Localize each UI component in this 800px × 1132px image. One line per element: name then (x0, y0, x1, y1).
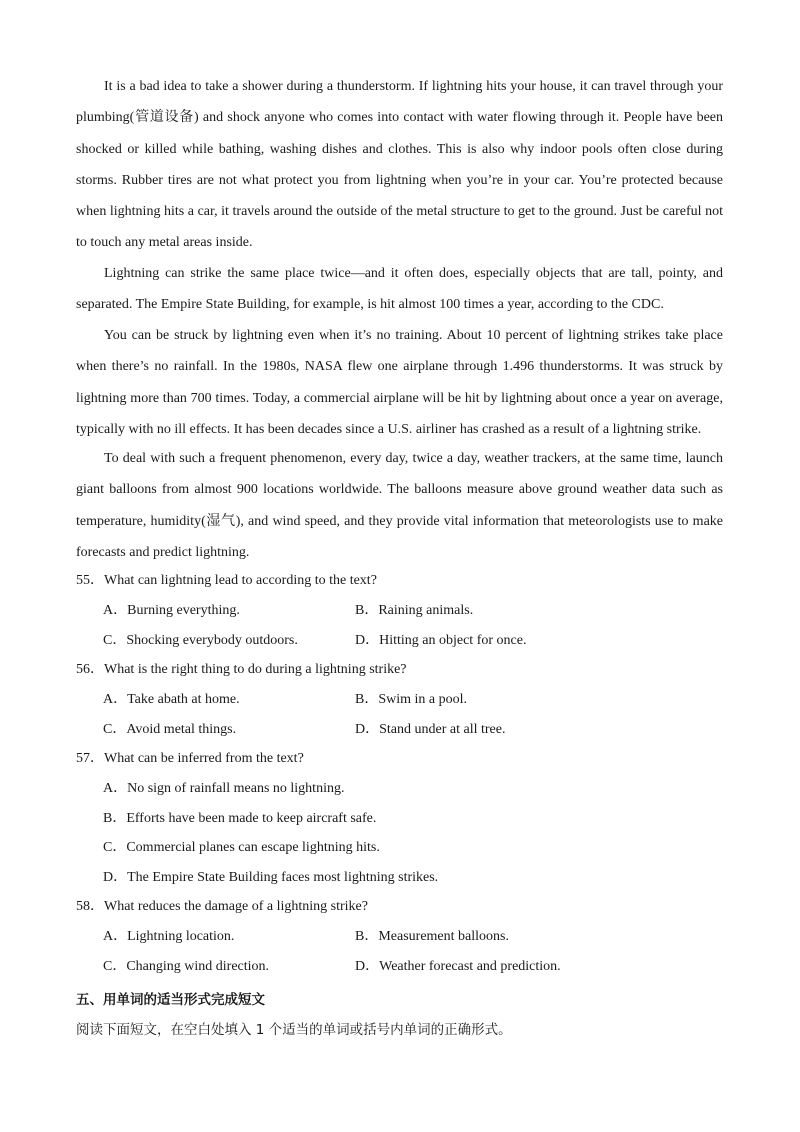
option-57-d[interactable]: D．The Empire State Building faces most lightning strikes. (103, 870, 439, 885)
option-57-a[interactable]: A．No sign of rainfall means no lightning. (103, 781, 345, 796)
option-57-c[interactable]: C．Commercial planes can escape lightning hits. (103, 840, 380, 855)
option-58-d[interactable]: D．Weather forecast and prediction. (355, 959, 561, 974)
option-55-b[interactable]: B．Raining animals. (355, 603, 474, 618)
question-text: What can lightning lead to according to the text? (104, 573, 377, 588)
question-55 (76, 572, 377, 590)
question-56 (76, 661, 407, 679)
option-58-b[interactable]: B．Measurement balloons. (355, 929, 509, 944)
question-number: 57． (76, 751, 104, 766)
question-number: 55． (76, 573, 104, 588)
option-56-c[interactable]: C．Avoid metal things. (103, 722, 237, 737)
option-56-d[interactable]: D．Stand under at all tree. (355, 722, 506, 737)
question-number: 58． (76, 899, 104, 914)
question-text: What can be inferred from the text? (104, 751, 304, 766)
passage-paragraph-4: To deal with such a frequent phenomenon, every day, twice a day, weather trackers, at the same time, launch giant balloons from almost 900 locations worldwide. The balloons measure above ground weather data such as temperature, humidity(湿气), and wind speed, and they provide vital information that meteorologists use to make forecasts and predict lightning. (76, 451, 723, 560)
passage-paragraph-2: Lightning can strike the same place twice—and it often does, especially objects that are tall, pointy, and separated. The Empire State Building, for example, is hit almost 100 times a year, according to the CDC. (76, 266, 723, 313)
option-55-c[interactable]: C．Shocking everybody outdoors. (103, 633, 298, 648)
question-text: What reduces the damage of a lightning strike? (104, 899, 368, 914)
option-56-b[interactable]: B．Swim in a pool. (355, 692, 468, 707)
question-number: 56． (76, 662, 104, 677)
option-58-c[interactable]: C．Changing wind direction. (103, 959, 270, 974)
section-instruction: 阅读下面短文，在空白处填入 1 个适当的单词或括号内单词的正确形式。 (76, 1022, 512, 1038)
question-text: What is the right thing to do during a lightning strike? (104, 662, 407, 677)
option-57-b[interactable]: B．Efforts have been made to keep aircraft safe. (103, 811, 377, 826)
option-58-a[interactable]: A．Lightning location. (103, 929, 235, 944)
passage-paragraph-3: You can be struck by lightning even when it’s no training. About 10 percent of lightning strikes take place when there’s no rainfall. In the 1980s, NASA flew one airplane through 1.496 thunderstorms. It was struck by lightning more than 700 times. Today, a commercial airplane will be hit by lightning about once a year on average, typically with no ill effects. It has been decades since a U.S. airliner has crashed as a result of a lightning strike. (76, 328, 723, 437)
question-58 (76, 898, 368, 916)
section-title: 五、用单词的适当形式完成短文 (76, 992, 265, 1008)
option-55-a[interactable]: A．Burning everything. (103, 603, 240, 618)
option-56-a[interactable]: A．Take abath at home. (103, 692, 240, 707)
question-57 (76, 750, 304, 768)
passage-paragraph-1: It is a bad idea to take a shower during a thunderstorm. If lightning hits your house, it can travel through your plumbing(管道设备) and shock anyone who comes into contact with water flowing through it. People have been shocked or killed while bathing, washing dishes and clothes. This is also why indoor pools often close during storms. Rubber tires are not what protect you from lightning when you’re in your car. You’re protected because when lightning hits a car, it travels around the outside of the metal structure to get to the ground. Just be careful not to touch any metal areas inside. (76, 79, 723, 251)
option-55-d[interactable]: D．Hitting an object for once. (355, 633, 527, 648)
